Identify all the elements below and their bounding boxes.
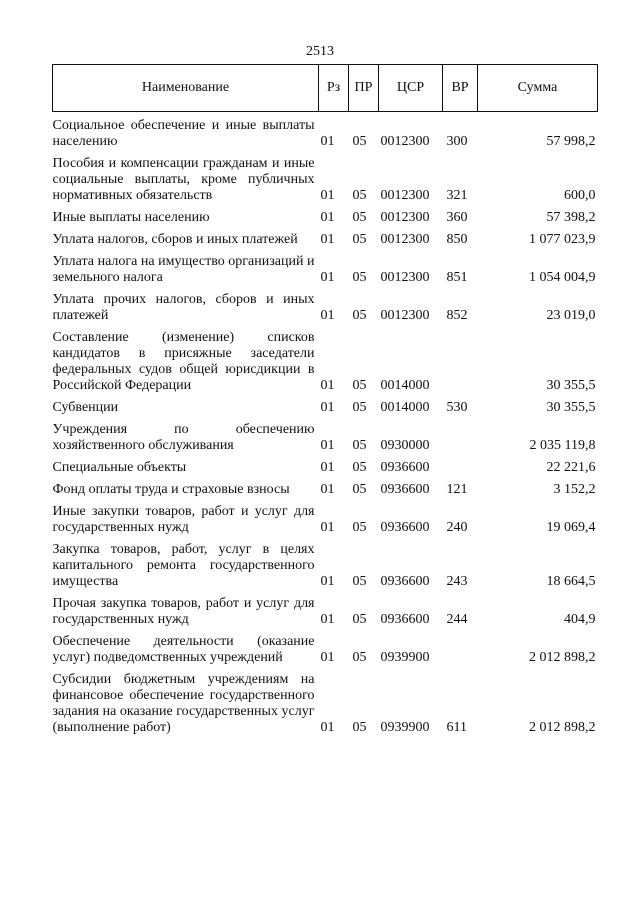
table-row <box>53 590 598 628</box>
row-sum: 600,0 <box>564 188 596 203</box>
row-sum: 18 664,5 <box>546 574 596 589</box>
row-pr: 05 <box>352 134 367 149</box>
row-vr: 852 <box>446 308 468 323</box>
row-name: Обеспечение деятельности (оказание услуг) подведомственных учреждений <box>52 634 315 665</box>
row-vr: 121 <box>446 482 468 497</box>
row-pr: 05 <box>352 400 367 415</box>
header-pr: ПР <box>349 65 379 112</box>
row-sum: 1 054 004,9 <box>529 270 596 285</box>
row-csr: 0936600 <box>380 574 430 589</box>
row-csr: 0939900 <box>380 650 430 665</box>
table-row <box>53 394 598 416</box>
row-vr: 611 <box>446 720 467 735</box>
row-name: Социальное обеспечение и иные выплаты населению <box>52 118 315 149</box>
page-number: 2513 <box>306 44 334 59</box>
row-rz: 01 <box>320 308 335 323</box>
row-vr: 244 <box>446 612 468 627</box>
row-rz: 01 <box>320 210 335 225</box>
row-rz: 01 <box>320 482 335 497</box>
row-vr: 243 <box>446 574 468 589</box>
row-name: Субсидии бюджетным учреждениям на финансовое обеспечение государственного задания на оказание государственных услуг (выполнение работ) <box>52 672 315 735</box>
row-csr: 0012300 <box>380 270 430 285</box>
row-vr <box>443 416 478 454</box>
row-name: Учреждения по обеспечению хозяйственного обслуживания <box>52 422 315 453</box>
row-rz: 01 <box>320 438 335 453</box>
row-pr: 05 <box>352 650 367 665</box>
row-pr: 05 <box>352 482 367 497</box>
row-csr: 0939900 <box>380 720 430 735</box>
row-rz: 01 <box>320 134 335 149</box>
row-csr: 0936600 <box>380 612 430 627</box>
table-header-row <box>53 65 598 112</box>
row-rz: 01 <box>320 188 335 203</box>
row-sum: 3 152,2 <box>553 482 596 497</box>
row-name: Закупка товаров, работ, услуг в целях капитального ремонта государственного имущества <box>52 542 315 589</box>
row-rz: 01 <box>320 460 335 475</box>
row-name: Субвенции <box>52 400 119 415</box>
row-pr: 05 <box>352 612 367 627</box>
row-csr: 0012300 <box>380 188 430 203</box>
table-row <box>53 248 598 286</box>
row-sum: 404,9 <box>564 612 596 627</box>
table-row <box>53 204 598 226</box>
row-csr: 0936600 <box>380 482 430 497</box>
row-name: Уплата прочих налогов, сборов и иных платежей <box>52 292 315 323</box>
row-sum: 57 998,2 <box>546 134 596 149</box>
row-pr: 05 <box>352 210 367 225</box>
row-name: Прочая закупка товаров, работ и услуг для государственных нужд <box>52 596 315 627</box>
row-csr: 0012300 <box>380 308 430 323</box>
table-row <box>53 226 598 248</box>
row-rz: 01 <box>320 232 335 247</box>
row-vr: 240 <box>446 520 468 535</box>
row-csr: 0930000 <box>380 438 430 453</box>
row-vr: 360 <box>446 210 468 225</box>
row-csr: 0012300 <box>380 232 430 247</box>
table-row <box>53 476 598 498</box>
row-rz: 01 <box>320 400 335 415</box>
row-sum: 23 019,0 <box>546 308 596 323</box>
row-name: Составление (изменение) списков кандидатов в присяжные заседатели федеральных судов общей юрисдикции в Российской Федерации <box>52 330 315 393</box>
row-vr: 321 <box>446 188 468 203</box>
row-vr: 300 <box>446 134 468 149</box>
row-pr: 05 <box>352 520 367 535</box>
table-row <box>53 628 598 666</box>
row-sum: 30 355,5 <box>546 378 596 393</box>
row-csr: 0012300 <box>380 210 430 225</box>
row-pr: 05 <box>352 438 367 453</box>
table-row <box>53 536 598 590</box>
row-vr: 851 <box>446 270 468 285</box>
row-vr <box>443 324 478 394</box>
table-row <box>53 150 598 204</box>
row-pr: 05 <box>352 378 367 393</box>
row-sum: 1 077 023,9 <box>529 232 596 247</box>
table-row <box>53 286 598 324</box>
row-rz: 01 <box>320 720 335 735</box>
row-sum: 57 398,2 <box>546 210 596 225</box>
row-sum: 22 221,6 <box>546 460 596 475</box>
table-row <box>53 454 598 476</box>
row-sum: 2 012 898,2 <box>529 720 596 735</box>
row-pr: 05 <box>352 574 367 589</box>
table-row <box>53 498 598 536</box>
budget-table <box>52 64 598 736</box>
table-row <box>53 416 598 454</box>
header-vr: ВР <box>443 65 478 112</box>
row-vr: 850 <box>446 232 468 247</box>
row-name: Иные выплаты населению <box>52 210 210 225</box>
row-name: Уплата налога на имущество организаций и земельного налога <box>52 254 315 285</box>
row-csr: 0012300 <box>380 134 430 149</box>
row-sum: 2 035 119,8 <box>529 438 596 453</box>
row-name: Уплата налогов, сборов и иных платежей <box>52 232 298 247</box>
row-pr: 05 <box>352 188 367 203</box>
row-name: Иные закупки товаров, работ и услуг для государственных нужд <box>52 504 315 535</box>
row-csr: 0014000 <box>380 378 430 393</box>
row-rz: 01 <box>320 650 335 665</box>
row-vr: 530 <box>446 400 468 415</box>
header-sum: Сумма <box>478 65 598 112</box>
row-vr <box>443 454 478 476</box>
header-name: Наименование <box>53 65 319 112</box>
row-pr: 05 <box>352 232 367 247</box>
row-csr: 0936600 <box>380 520 430 535</box>
row-name: Специальные объекты <box>52 460 187 475</box>
row-name: Пособия и компенсации гражданам и иные социальные выплаты, кроме публичных нормативных обязательств <box>52 156 315 203</box>
row-sum: 19 069,4 <box>546 520 596 535</box>
row-rz: 01 <box>320 270 335 285</box>
row-rz: 01 <box>320 612 335 627</box>
header-csr: ЦСР <box>379 65 443 112</box>
row-sum: 2 012 898,2 <box>529 650 596 665</box>
row-pr: 05 <box>352 270 367 285</box>
table-row <box>53 112 598 151</box>
row-pr: 05 <box>352 308 367 323</box>
row-rz: 01 <box>320 574 335 589</box>
header-rz: Рз <box>319 65 349 112</box>
table-row <box>53 666 598 736</box>
row-csr: 0936600 <box>380 460 430 475</box>
row-sum: 30 355,5 <box>546 400 596 415</box>
row-csr: 0014000 <box>380 400 430 415</box>
row-name: Фонд оплаты труда и страховые взносы <box>52 482 290 497</box>
row-pr: 05 <box>352 720 367 735</box>
row-rz: 01 <box>320 520 335 535</box>
row-rz: 01 <box>320 378 335 393</box>
row-pr: 05 <box>352 460 367 475</box>
row-vr <box>443 628 478 666</box>
table-row <box>53 324 598 394</box>
